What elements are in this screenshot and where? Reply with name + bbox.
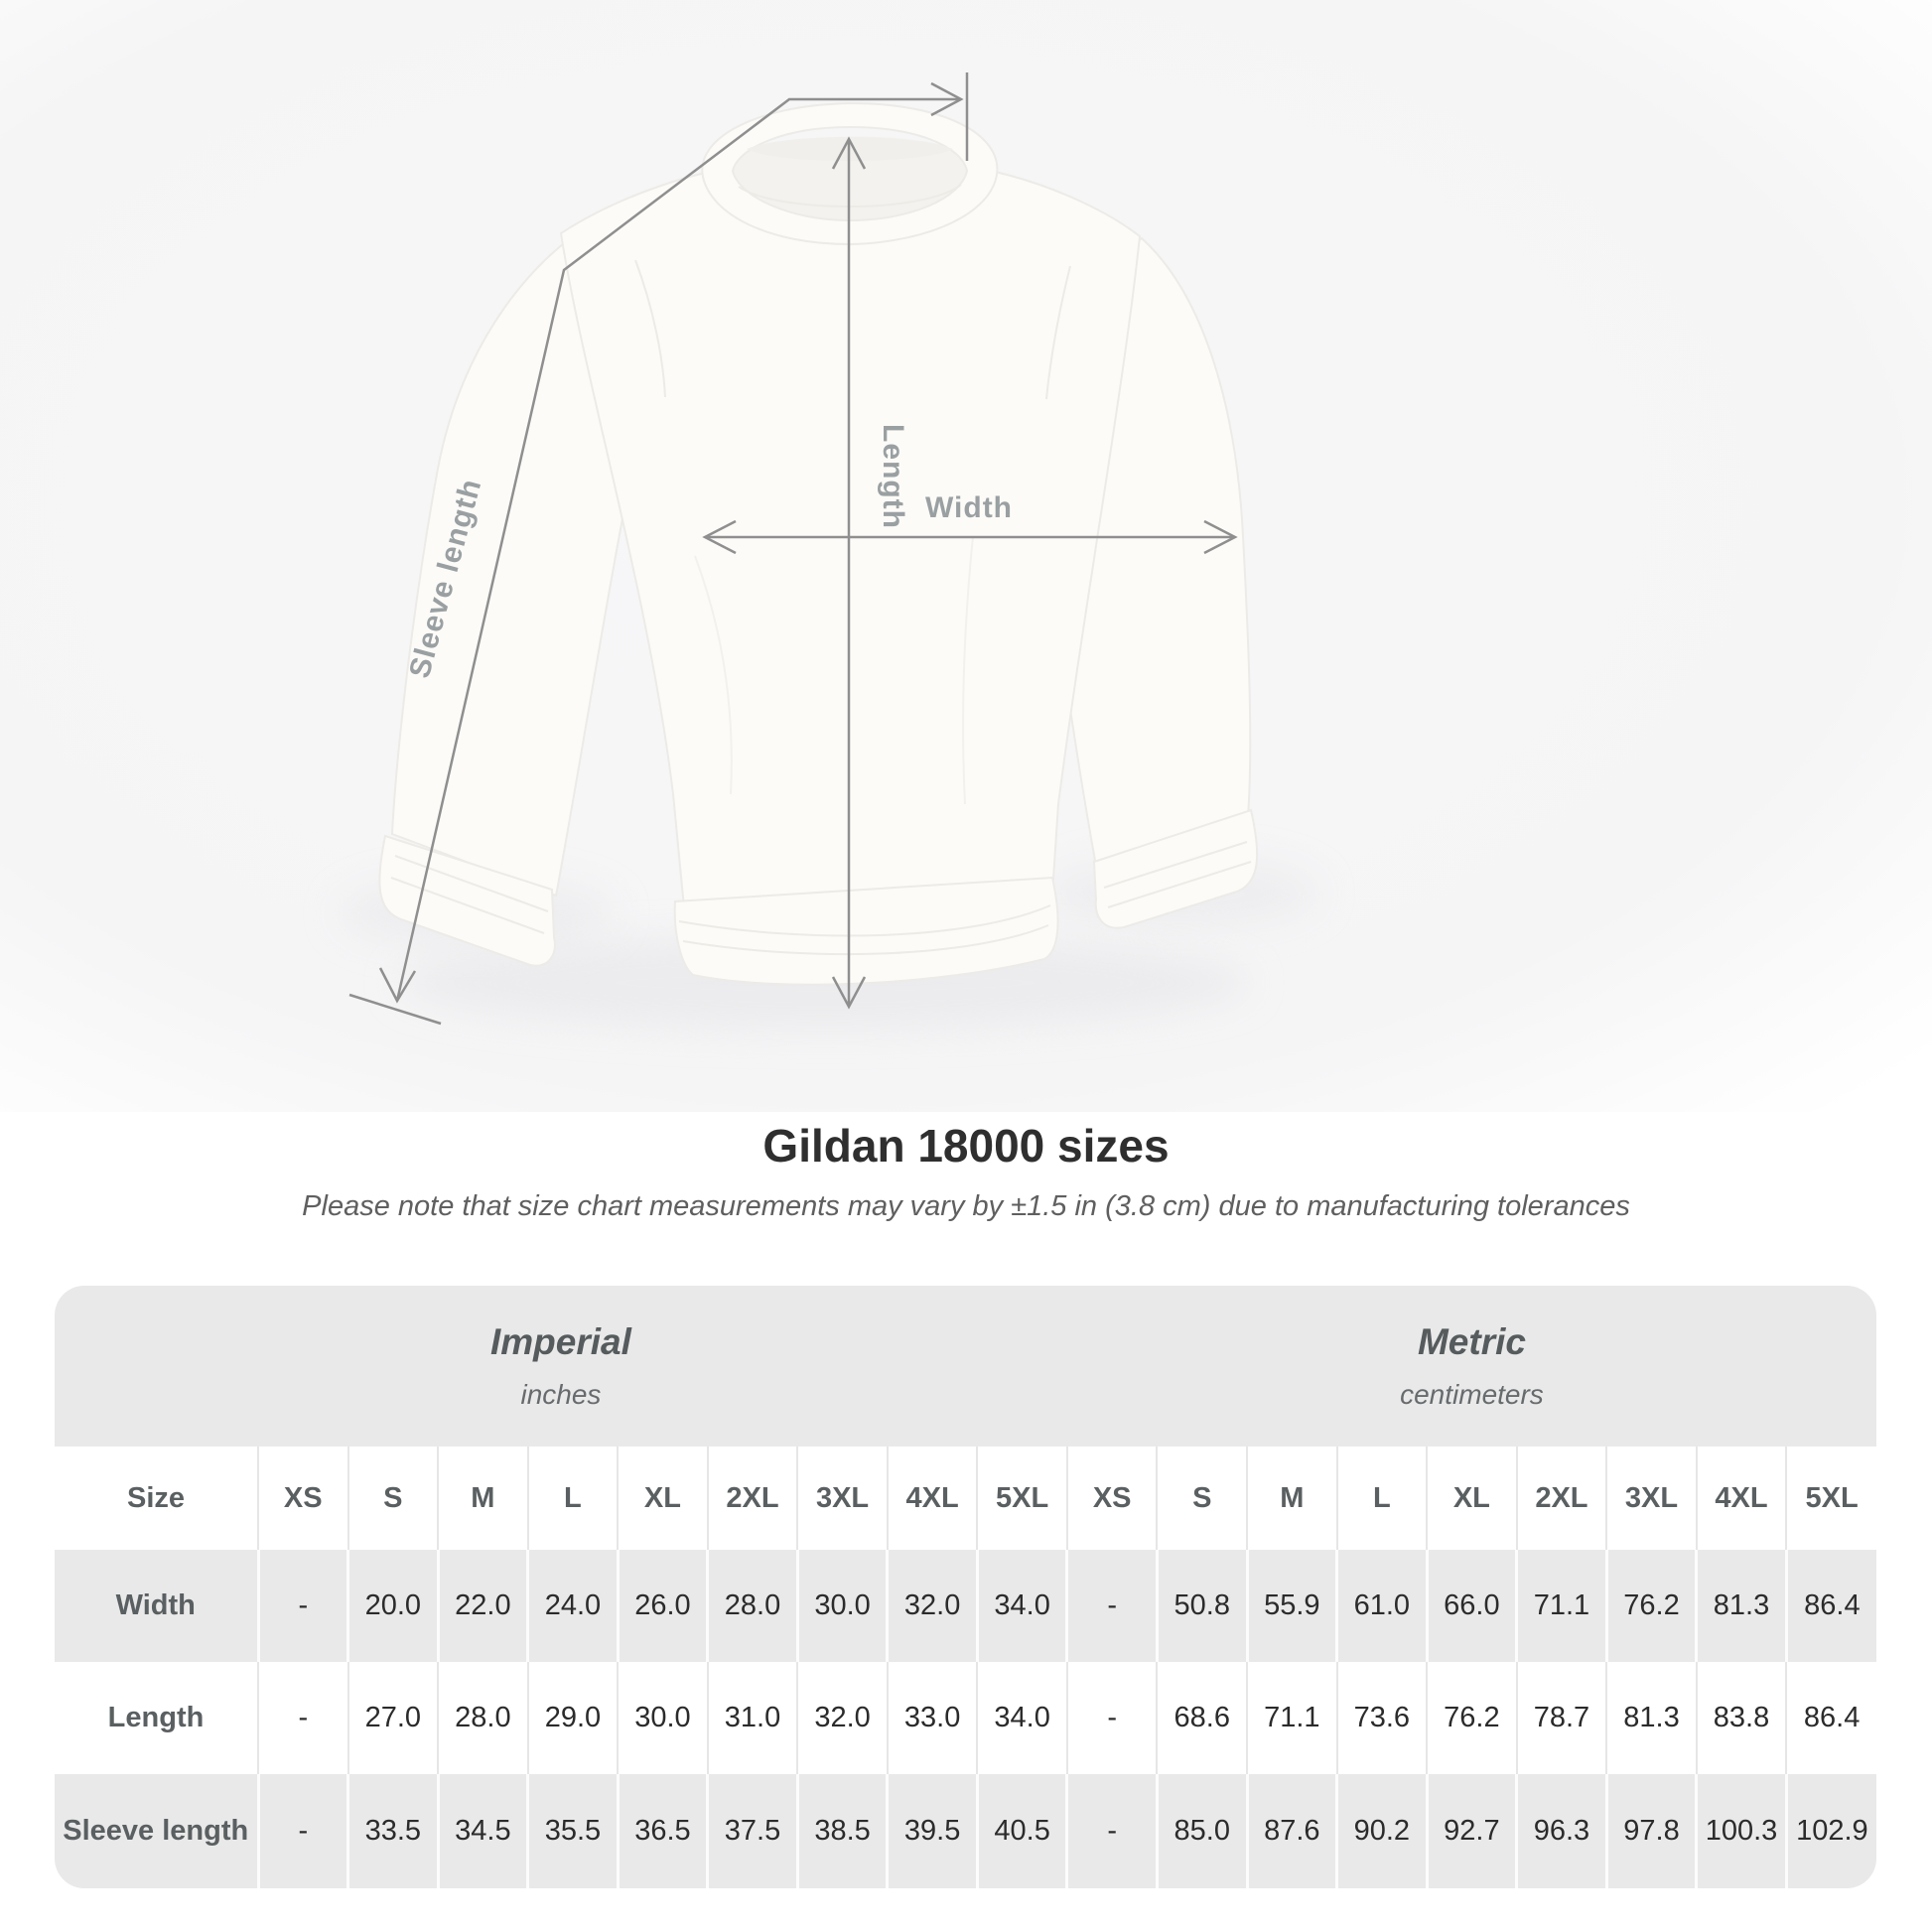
value-cell: 30.0 (618, 1662, 708, 1774)
value-cell: - (258, 1662, 348, 1774)
metric-label: Metric (1417, 1321, 1526, 1362)
value-cell: 68.6 (1157, 1662, 1247, 1774)
size-table-container (55, 1286, 1876, 1888)
size-header-cell: S (1157, 1447, 1247, 1550)
value-cell: 86.4 (1786, 1662, 1876, 1774)
width-label: Width (924, 491, 1014, 524)
length-label: Length (877, 424, 909, 529)
value-cell: - (1067, 1774, 1158, 1888)
size-header-cell: L (1337, 1447, 1428, 1550)
value-cell: 71.1 (1247, 1662, 1337, 1774)
value-cell: 32.0 (888, 1550, 978, 1662)
value-cell: 39.5 (888, 1774, 978, 1888)
value-cell: 76.2 (1606, 1550, 1697, 1662)
value-cell: 50.8 (1157, 1550, 1247, 1662)
size-header-cell: M (1247, 1447, 1337, 1550)
size-header-cell: 2XL (1517, 1447, 1607, 1550)
tolerance-note: Please note that size chart measurements may vary by ±1.5 in (3.8 cm) due to manufacturing tolerances (302, 1190, 1630, 1222)
value-cell: 85.0 (1157, 1774, 1247, 1888)
unit-header-row (55, 1286, 1876, 1447)
value-cell: 92.7 (1427, 1774, 1517, 1888)
metric-header-cell (1067, 1286, 1876, 1447)
value-cell: 28.0 (708, 1550, 798, 1662)
value-cell: 102.9 (1786, 1774, 1876, 1888)
value-cell: 30.0 (797, 1550, 888, 1662)
value-cell: 22.0 (438, 1550, 528, 1662)
imperial-unit-label: inches (520, 1379, 602, 1410)
size-col-header: Size (55, 1447, 258, 1550)
length-row (55, 1662, 1876, 1774)
value-cell: 26.0 (618, 1550, 708, 1662)
value-cell: 81.3 (1697, 1550, 1787, 1662)
value-cell: 40.5 (977, 1774, 1067, 1888)
value-cell: 78.7 (1517, 1662, 1607, 1774)
value-cell: 33.5 (348, 1774, 439, 1888)
size-header-cell: L (528, 1447, 619, 1550)
value-cell: 24.0 (528, 1550, 619, 1662)
value-cell: 86.4 (1786, 1550, 1876, 1662)
size-header-cell: 4XL (888, 1447, 978, 1550)
value-cell: 66.0 (1427, 1550, 1517, 1662)
value-cell: 61.0 (1337, 1550, 1428, 1662)
sleeve-length-label: Sleeve length (403, 475, 488, 682)
size-header-row (55, 1447, 1876, 1550)
value-cell: 97.8 (1606, 1774, 1697, 1888)
value-cell: 36.5 (618, 1774, 708, 1888)
size-table (55, 1286, 1876, 1888)
title-block (0, 1120, 1932, 1223)
value-cell: 76.2 (1427, 1662, 1517, 1774)
value-cell: 87.6 (1247, 1774, 1337, 1888)
sleeve-length-row (55, 1774, 1876, 1888)
imperial-label: Imperial (490, 1321, 631, 1362)
value-cell: 90.2 (1337, 1774, 1428, 1888)
imperial-header-cell (55, 1286, 1067, 1447)
size-header-cell: XS (258, 1447, 348, 1550)
size-header-cell: 3XL (797, 1447, 888, 1550)
row-label: Width (55, 1550, 258, 1662)
size-header-cell: M (438, 1447, 528, 1550)
value-cell: 100.3 (1697, 1774, 1787, 1888)
size-header-cell: 4XL (1697, 1447, 1787, 1550)
value-cell: - (1067, 1662, 1158, 1774)
value-cell: - (258, 1550, 348, 1662)
value-cell: 35.5 (528, 1774, 619, 1888)
value-cell: 55.9 (1247, 1550, 1337, 1662)
value-cell: - (1067, 1550, 1158, 1662)
value-cell: 34.5 (438, 1774, 528, 1888)
metric-unit-label: centimeters (1400, 1379, 1544, 1410)
size-header-cell: XL (618, 1447, 708, 1550)
size-header-cell: 3XL (1606, 1447, 1697, 1550)
value-cell: 32.0 (797, 1662, 888, 1774)
value-cell: 73.6 (1337, 1662, 1428, 1774)
value-cell: 29.0 (528, 1662, 619, 1774)
size-header-cell: 5XL (977, 1447, 1067, 1550)
value-cell: 96.3 (1517, 1774, 1607, 1888)
size-header-cell: XL (1427, 1447, 1517, 1550)
value-cell: 34.0 (977, 1662, 1067, 1774)
row-label: Length (55, 1662, 258, 1774)
value-cell: 83.8 (1697, 1662, 1787, 1774)
size-header-cell: 5XL (1786, 1447, 1876, 1550)
value-cell: 28.0 (438, 1662, 528, 1774)
page-title: Gildan 18000 sizes (762, 1120, 1170, 1172)
size-header-cell: S (348, 1447, 439, 1550)
value-cell: 33.0 (888, 1662, 978, 1774)
value-cell: 34.0 (977, 1550, 1067, 1662)
size-header-cell: XS (1067, 1447, 1158, 1550)
value-cell: 71.1 (1517, 1550, 1607, 1662)
row-label: Sleeve length (55, 1774, 258, 1888)
size-header-cell: 2XL (708, 1447, 798, 1550)
value-cell: 81.3 (1606, 1662, 1697, 1774)
value-cell: 38.5 (797, 1774, 888, 1888)
value-cell: 20.0 (348, 1550, 439, 1662)
value-cell: 37.5 (708, 1774, 798, 1888)
value-cell: 27.0 (348, 1662, 439, 1774)
value-cell: - (258, 1774, 348, 1888)
width-row (55, 1550, 1876, 1662)
value-cell: 31.0 (708, 1662, 798, 1774)
